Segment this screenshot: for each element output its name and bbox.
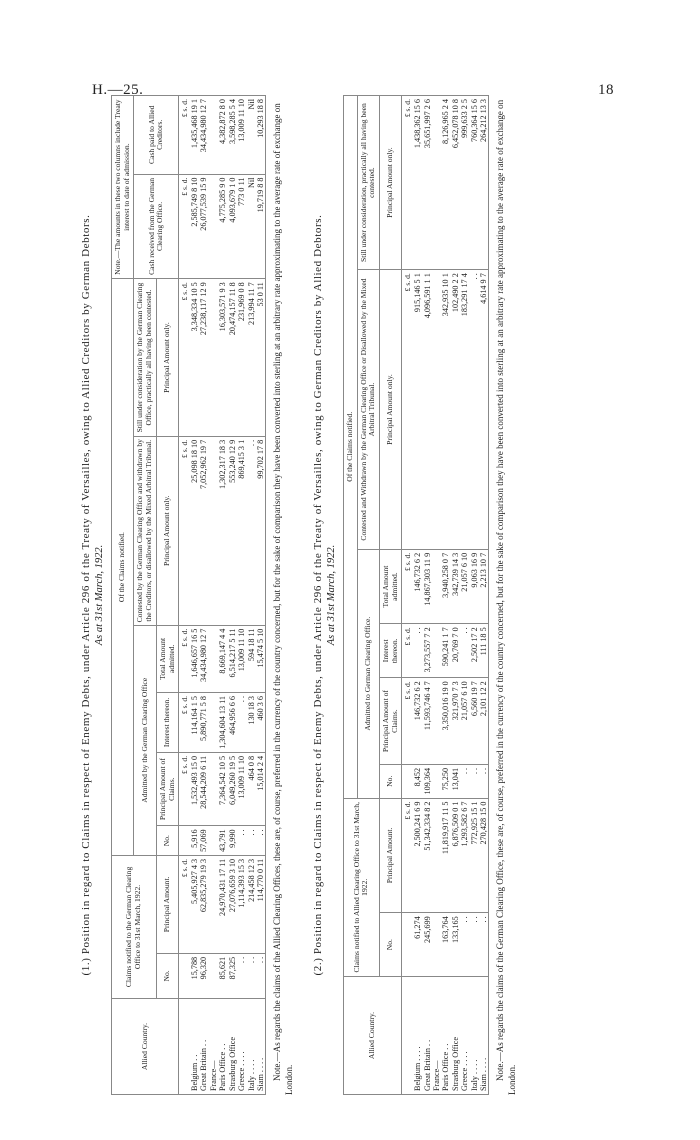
unit-cell: £ s. d. [179, 279, 190, 437]
value-cell: 34,434,980 12 7 [199, 625, 208, 692]
value-cell: 2,101 12 2 [479, 678, 489, 765]
value-cell [209, 826, 218, 856]
page-reference: H.—25. [92, 82, 144, 98]
value-cell: . . [470, 270, 479, 550]
table-row [209, 96, 218, 1095]
unit-cell [402, 977, 413, 1095]
unit-cell: £ s. d. [402, 798, 413, 913]
value-cell: 114,164 1 5 [190, 692, 199, 752]
value-cell [432, 798, 441, 913]
col-no-admitted: No. [379, 764, 401, 798]
value-cell: 1,435,468 19 1 [190, 96, 199, 175]
table-row [432, 96, 441, 1095]
value-cell [209, 953, 218, 998]
col-principal-claims: Principal Amount of Claims. [379, 678, 401, 765]
value-cell: 21,057 6 10 [460, 678, 469, 765]
value-cell [432, 96, 441, 270]
unit-cell: £ s. d. [179, 174, 190, 279]
value-cell: 760,364 15 6 [470, 96, 479, 270]
value-cell: 464,956 6 6 [228, 692, 237, 752]
col-interest: Interest thereon. [156, 692, 178, 752]
value-cell: 7,364,542 10 5 [218, 752, 227, 826]
value-cell: . . [247, 826, 256, 856]
value-cell: 590,241 1 7 [441, 624, 450, 678]
value-cell: . . [256, 826, 266, 856]
value-cell: 213,994 11 7 [247, 279, 256, 437]
value-cell: 342,935 10 1 [441, 270, 450, 550]
unit-cell: £ s. d. [402, 270, 413, 550]
table-row [218, 96, 227, 1095]
value-cell: 130 18 3 [247, 692, 256, 752]
value-cell: 25,098 18 10 [190, 436, 199, 625]
value-cell: 1,293,582 6 7 [460, 798, 469, 913]
value-cell: 14,867,303 11 9 [423, 549, 432, 624]
unit-cell: £ s. d. [179, 855, 190, 953]
value-cell [209, 692, 218, 752]
col-note-top: Note.—The amounts in these two columns include Treaty interest to date of admission. [112, 96, 134, 279]
table-row [460, 96, 469, 1095]
value-cell: 460 3 6 [256, 692, 266, 752]
col-no: No. [379, 913, 401, 977]
value-cell: 4,775,285 9 0 [218, 174, 227, 279]
table-row [190, 96, 199, 1095]
value-cell: . . [460, 624, 469, 678]
col-principal: Principal Amount. [156, 855, 178, 953]
value-cell: 553,240 12 9 [228, 436, 237, 625]
value-cell: 773 0 11 [237, 174, 246, 279]
col-contested-principal: Principal Amount only. [156, 436, 178, 625]
value-cell: 99,702 17 8 [256, 436, 266, 625]
value-cell: . . [237, 826, 246, 856]
unit-cell: £ s. d. [179, 96, 190, 175]
value-cell: 5,890,771 5 8 [199, 692, 208, 752]
value-cell: 6,876,509 0 1 [451, 798, 460, 913]
value-cell: 11,819,917 11 5 [441, 798, 450, 913]
country-cell: Siam . . . . [256, 999, 266, 1095]
value-cell: 4,382,872 8 0 [218, 96, 227, 175]
value-cell: . . [470, 913, 479, 977]
value-cell: 3,940,258 0 7 [441, 549, 450, 624]
value-cell: 4,096,591 1 1 [423, 270, 432, 550]
units-row [179, 96, 190, 1095]
table-row [479, 96, 489, 1095]
value-cell: 6,560 19 7 [470, 678, 479, 765]
value-cell: . . [460, 764, 469, 798]
col-still-under: Still under consideration, practically all having been contested. [357, 96, 379, 270]
col-country: Allied Country. [112, 999, 179, 1095]
unit-cell: £ s. d. [179, 752, 190, 826]
value-cell: 75,250 [441, 764, 450, 798]
country-cell: Strasburg Office [451, 977, 460, 1095]
country-cell: Great Britain . . [199, 999, 208, 1095]
value-cell: 1,304,604 13 11 [218, 692, 227, 752]
unit-cell: £ s. d. [402, 678, 413, 765]
value-cell: 62,835,279 19 3 [199, 855, 208, 953]
value-cell: 8,452 [413, 764, 422, 798]
value-cell: 3,598,285 5 4 [228, 96, 237, 175]
value-cell: 264,212 13 3 [479, 96, 489, 270]
value-cell: . . [237, 953, 246, 998]
value-cell: 15,014 2 4 [256, 752, 266, 826]
value-cell: 8,126,965 2 4 [441, 96, 450, 270]
country-cell: Siam . . . . [479, 977, 489, 1095]
value-cell [209, 855, 218, 953]
table-row [237, 96, 246, 1095]
country-cell: Strasburg Office [228, 999, 237, 1095]
table-2-date: As at 31st March, 1922. [325, 544, 337, 646]
table-row [451, 96, 460, 1095]
table-german-creditors [343, 95, 490, 1095]
value-cell: 999,633 2 5 [460, 96, 469, 270]
value-cell: 57,069 [199, 826, 208, 856]
value-cell: . . [413, 624, 422, 678]
value-cell: 3,350,016 19 0 [441, 678, 450, 765]
value-cell: 342,739 14 3 [451, 549, 460, 624]
value-cell: . . [479, 764, 489, 798]
section-german-creditors [312, 95, 519, 1095]
value-cell: 13,009 11 10 [237, 625, 246, 692]
country-cell: France— [432, 977, 441, 1095]
unit-cell: £ s. d. [402, 96, 413, 270]
value-cell: 13,041 [451, 764, 460, 798]
col-total-admitted: Total Amount admitted. [156, 625, 178, 692]
col-claims-notified: Claims notified to the German Clearing Office to 31st March, 1922. [112, 855, 157, 998]
value-cell: 26,077,539 15 9 [199, 174, 208, 279]
value-cell: 231,969 0 8 [237, 279, 246, 437]
unit-cell: £ s. d. [402, 624, 413, 678]
value-cell: 464 0 8 [247, 752, 256, 826]
col-contested: Contested and Withdrawn by the German Clearing Office or Disallowed by the Mixed Arbitral Tribunal. [357, 270, 379, 550]
country-cell: Belgium . . [190, 999, 199, 1095]
col-still-principal: Principal Amount only. [379, 96, 401, 270]
table-2-title: (2.) Position in regard to Claims in respect of Enemy Debts, under Article 296 of the Treaty of Versailles, owing to German Creditors by Allied Debtors. [311, 214, 324, 976]
table-1-date: As at 31st March, 1922. [94, 544, 105, 646]
col-interest: Interest thereon. [379, 624, 401, 678]
value-cell: 772,925 15 1 [470, 798, 479, 913]
value-cell: 87,325 [228, 953, 237, 998]
value-cell: 3,348,334 10 5 [190, 279, 199, 437]
value-cell: 21,057 6 10 [460, 549, 469, 624]
value-cell: 5,405,927 4 3 [190, 855, 199, 953]
value-cell: 214,458 12 3 [247, 855, 256, 953]
value-cell: 2,502 17 2 [470, 624, 479, 678]
country-cell: Italy . . . . [247, 999, 256, 1095]
col-no: No. [156, 953, 178, 998]
value-cell: 3,273,557 7 2 [423, 624, 432, 678]
value-cell: 96,320 [199, 953, 208, 998]
value-cell: 270,428 15 0 [479, 798, 489, 913]
value-cell: . . [247, 953, 256, 998]
unit-cell [179, 953, 190, 998]
rotated-tables-sheet [80, 95, 700, 1095]
col-total-admitted: Total Amount admitted. [379, 549, 401, 624]
table-2-body [402, 96, 489, 1095]
value-cell: 114,770 0 11 [256, 855, 266, 953]
value-cell: 102,490 2 2 [451, 270, 460, 550]
value-cell: 1,302,317 18 3 [218, 436, 227, 625]
value-cell: 594 18 11 [247, 625, 256, 692]
value-cell: Nil [247, 174, 256, 279]
col-still-principal: Principal Amount only. [156, 279, 178, 437]
value-cell: 2,213 10 7 [479, 549, 489, 624]
value-cell: 13,009 11 10 [237, 96, 246, 175]
value-cell: . . [479, 913, 489, 977]
table-row [247, 96, 256, 1095]
value-cell: 1,532,493 15 0 [190, 752, 199, 826]
col-of-the-claims: Of the Claims notified. [343, 96, 357, 799]
value-cell [432, 549, 441, 624]
country-cell: Greece . . . . [460, 977, 469, 1095]
value-cell [432, 764, 441, 798]
value-cell: 1,646,657 16 5 [190, 625, 199, 692]
value-cell: 16,303,571 9 3 [218, 279, 227, 437]
col-no-admitted: No. [156, 826, 178, 856]
table-row [441, 96, 450, 1095]
unit-cell: £ s. d. [402, 549, 413, 624]
value-cell: Nil [247, 96, 256, 175]
table-row [423, 96, 432, 1095]
table-2-note: Note.—As regards the claims of the German Clearing Office, these are, of course, preferred in the currency of the country concerned, but for the sake of comparison they have been converted into sterling at an arbitrary rate approximating to the average rate of exchange on London. [495, 99, 518, 1095]
unit-cell [402, 764, 413, 798]
country-cell: Paris Office . . [441, 977, 450, 1095]
col-admitted: Admitted by the German Clearing Office [134, 625, 156, 855]
col-admitted: Admitted to German Clearing Office. [357, 549, 379, 798]
section-allied-creditors [80, 95, 296, 1095]
unit-cell [179, 826, 190, 856]
value-cell: 13,009 11 10 [237, 752, 246, 826]
value-cell: 321,970 7 3 [451, 678, 460, 765]
value-cell: 146,732 6 2 [413, 678, 422, 765]
col-claims-notified: Claims notified to Allied Clearing Office to 31st March, 1922. [343, 798, 379, 976]
table-1-title: (1.) Position in regard to Claims in respect of Enemy Debts, under Article 296 of the Treaty of Versailles, owing to Allied Creditors by German Debtors. [80, 214, 92, 976]
col-cash-paid: Cash paid to Allied Creditors. [134, 96, 179, 175]
value-cell: 7,052,962 19 7 [199, 436, 208, 625]
value-cell: 27,076,659 3 10 [228, 855, 237, 953]
value-cell [209, 174, 218, 279]
col-of-the-claims: Of the Claims notified. [112, 279, 134, 856]
country-cell: Greece . . . . [237, 999, 246, 1095]
value-cell: 5,916 [190, 826, 199, 856]
col-cash-received: Cash received from the German Clearing Office. [134, 174, 179, 279]
value-cell [209, 625, 218, 692]
value-cell: 915,146 5 1 [413, 270, 422, 550]
value-cell: 1,114,393 15 3 [237, 855, 246, 953]
value-cell: 61,274 [413, 913, 422, 977]
value-cell: 109,364 [423, 764, 432, 798]
table-1-body [179, 96, 266, 1095]
col-principal: Principal Amount. [379, 798, 401, 913]
value-cell: 34,434,980 12 7 [199, 96, 208, 175]
value-cell: 8,669,147 4 4 [218, 625, 227, 692]
col-principal-claims: Principal Amount of Claims. [156, 752, 178, 826]
value-cell: 15,788 [190, 953, 199, 998]
col-country: Allied Country. [343, 977, 402, 1095]
table-row [256, 96, 266, 1095]
value-cell: 6,049,260 19 5 [228, 752, 237, 826]
value-cell: 4,093,679 1 0 [228, 174, 237, 279]
country-cell: Belgium . . . . [413, 977, 422, 1095]
value-cell: 2,585,749 8 10 [190, 174, 199, 279]
value-cell: 10,293 18 8 [256, 96, 266, 175]
unit-cell: £ s. d. [179, 436, 190, 625]
value-cell: 6,452,078 10 8 [451, 96, 460, 270]
value-cell: 9,063 16 9 [470, 549, 479, 624]
table-allied-creditors [111, 95, 266, 1095]
value-cell: 53 0 11 [256, 279, 266, 437]
value-cell: 51,342,334 8 2 [423, 798, 432, 913]
value-cell [209, 436, 218, 625]
value-cell [209, 96, 218, 175]
value-cell: 15,474 5 10 [256, 625, 266, 692]
table-1-note: Note.—As regards the claims of the Allied Clearing Offices, these are, of course, preferred in the currency of the country concerned, but for the sake of comparison they have been converted into sterling at an arbitrary rate approximating to the average rate of exchange on London. [272, 103, 295, 1095]
col-contested-principal: Principal Amount only. [379, 270, 401, 550]
value-cell: 20,769 7 0 [451, 624, 460, 678]
col-still-under: Still under consideration by the German Clearing Office, practically all having been contested. [134, 279, 156, 437]
unit-cell: £ s. d. [179, 692, 190, 752]
value-cell [209, 279, 218, 437]
value-cell: . . [247, 436, 256, 625]
value-cell: 20,474,157 11 8 [228, 279, 237, 437]
value-cell: 2,500,241 6 9 [413, 798, 422, 913]
value-cell: 111 18 5 [479, 624, 489, 678]
country-cell: Paris Office . . [218, 999, 227, 1095]
country-cell: Great Britain . . [423, 977, 432, 1095]
value-cell: 245,699 [423, 913, 432, 977]
value-cell: . . [256, 953, 266, 998]
value-cell: 43,791 [218, 826, 227, 856]
country-cell: Italy . . . . [470, 977, 479, 1095]
unit-cell [179, 999, 190, 1095]
table-row [199, 96, 208, 1095]
value-cell [432, 270, 441, 550]
value-cell: . . [470, 764, 479, 798]
value-cell: 133,165 [451, 913, 460, 977]
value-cell: 9,990 [228, 826, 237, 856]
value-cell [432, 913, 441, 977]
unit-cell [402, 913, 413, 977]
value-cell: 19,719 8 8 [256, 174, 266, 279]
page-number: 18 [598, 82, 614, 98]
table-row [413, 96, 422, 1095]
value-cell: 163,764 [441, 913, 450, 977]
value-cell: 183,291 17 4 [460, 270, 469, 550]
value-cell [209, 752, 218, 826]
value-cell [432, 678, 441, 765]
value-cell: 4,614 9 7 [479, 270, 489, 550]
value-cell: 35,651,997 2 6 [423, 96, 432, 270]
value-cell: 27,238,117 12 9 [199, 279, 208, 437]
value-cell: 1,438,362 15 6 [413, 96, 422, 270]
value-cell: 28,544,209 6 11 [199, 752, 208, 826]
value-cell: 146,732 6 2 [413, 549, 422, 624]
unit-cell: £ s. d. [179, 625, 190, 692]
value-cell: . . [237, 692, 246, 752]
units-row [402, 96, 413, 1095]
value-cell: . . [460, 913, 469, 977]
value-cell [432, 624, 441, 678]
table-row [228, 96, 237, 1095]
value-cell: 869,415 3 1 [237, 436, 246, 625]
value-cell: 24,970,431 17 11 [218, 855, 227, 953]
value-cell: 85,621 [218, 953, 227, 998]
country-cell: France— [209, 999, 218, 1095]
value-cell: 6,514,217 5 11 [228, 625, 237, 692]
table-row [470, 96, 479, 1095]
col-contested: Contested by the German Clearing Office and withdrawn by the Creditors, or disallowed by the Mixed Arbitral Tribunal. [134, 436, 156, 625]
value-cell: 11,593,746 4 7 [423, 678, 432, 765]
